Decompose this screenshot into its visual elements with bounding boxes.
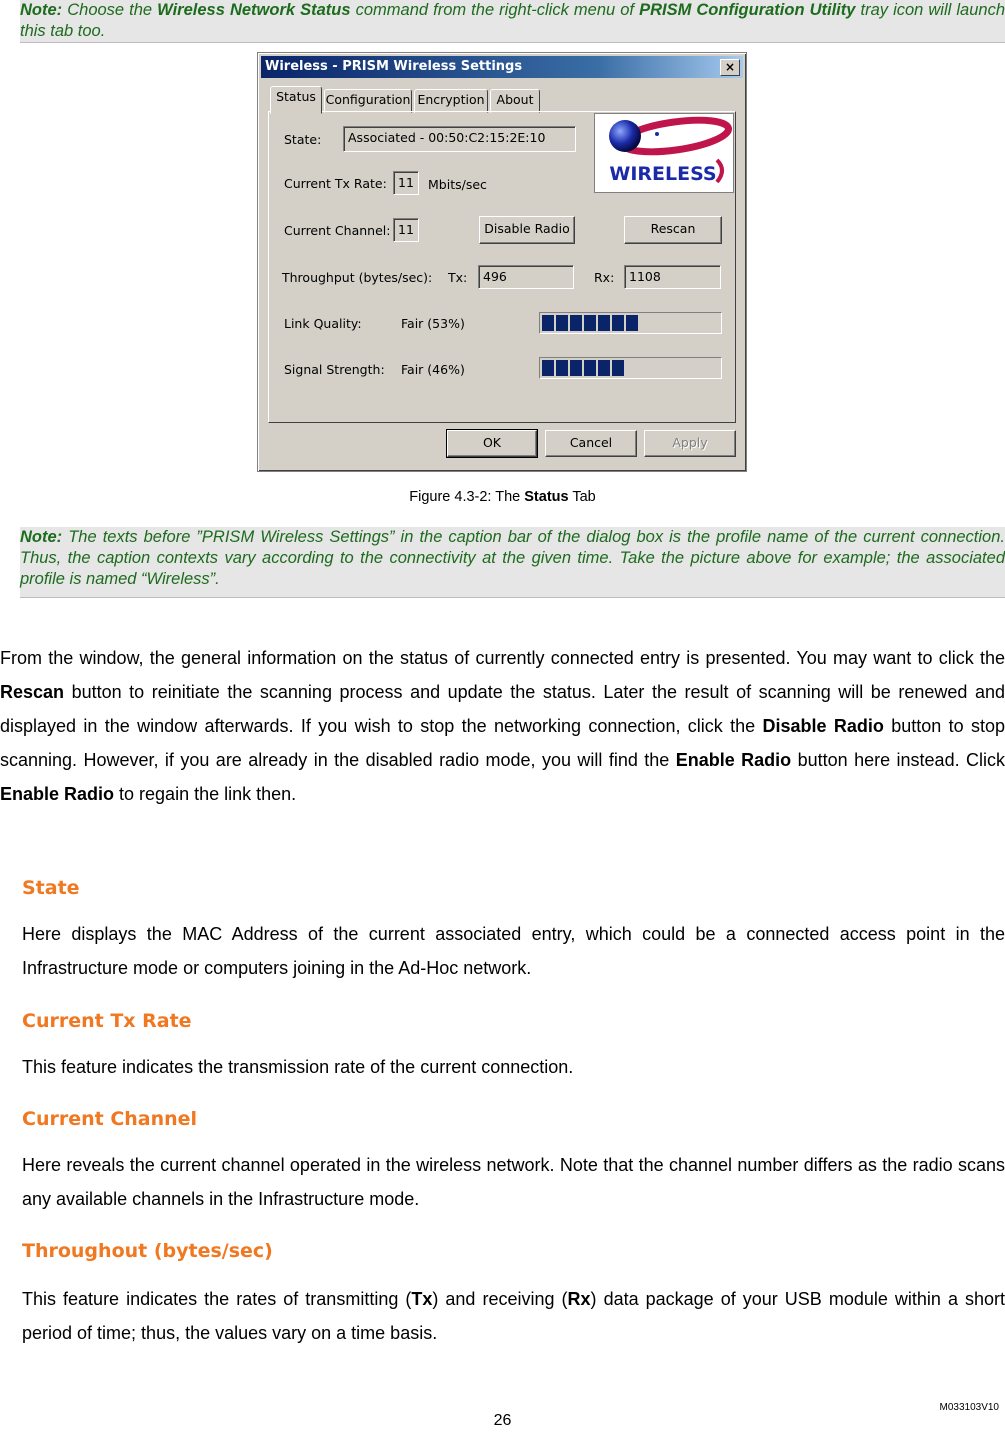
- prism-settings-dialog: [257, 52, 747, 472]
- section-heading-state: State: [22, 877, 80, 899]
- rx-label: Rx:: [594, 270, 615, 285]
- link-quality-fill: [542, 315, 638, 331]
- para-bold-enable-radio: Enable Radio: [675, 750, 792, 770]
- ok-button[interactable]: OK: [447, 430, 537, 457]
- section-heading-channel: Current Channel: [22, 1108, 198, 1130]
- channel-label: Current Channel:: [284, 223, 391, 238]
- dialog-titlebar: [261, 56, 743, 78]
- para-bold-rx: Rx: [567, 1289, 591, 1309]
- intro-paragraph: [0, 641, 1005, 811]
- caption-prefix: Figure 4.3-2: The: [409, 489, 525, 505]
- para-text: button to stop scanning. However, if you are already in the disabled radio mode, you will find the: [0, 716, 1005, 770]
- state-label: State:: [284, 132, 322, 147]
- caption-suffix: Tab: [568, 489, 596, 505]
- section-text-state: Here displays the MAC Address of the current associated entry, which could be a connected access point in the Infrastructure mode or computers joining in the Ad-Hoc network.: [22, 924, 1005, 978]
- note-app-name: PRISM Configuration Utility: [639, 1, 856, 19]
- txrate-field: 11: [393, 171, 419, 195]
- section-text-txrate: This feature indicates the transmission rate of the current connection.: [22, 1057, 574, 1077]
- para-text: to regain the link then.: [114, 784, 297, 804]
- tx-field: 496: [478, 265, 574, 289]
- rescan-button[interactable]: Rescan: [624, 216, 722, 244]
- tab-about[interactable]: About: [490, 89, 540, 113]
- dialog-title: Wireless - PRISM Wireless Settings: [265, 59, 523, 74]
- cancel-button[interactable]: Cancel: [545, 430, 637, 457]
- throughput-label: Throughput (bytes/sec):: [282, 270, 433, 285]
- para-text: This feature indicates the rates of transmitting (: [22, 1289, 412, 1309]
- para-text: ) data package of your USB module within a short period of time; thus, the values vary on a time basis.: [22, 1289, 1005, 1343]
- para-text: button here instead. Click: [791, 750, 1005, 770]
- channel-field: 11: [393, 218, 419, 242]
- state-field: Associated - 00:50:C2:15:2E:10: [343, 126, 576, 152]
- txrate-label: Current Tx Rate:: [284, 176, 387, 191]
- link-quality-label: Link Quality:: [284, 316, 362, 331]
- note-box-2: [20, 527, 1005, 598]
- link-quality-value: Fair (53%): [401, 316, 465, 331]
- note-text: tray icon will launch this tab too.: [20, 1, 1005, 40]
- tab-configuration[interactable]: Configuration: [324, 89, 412, 113]
- signal-strength-fill: [542, 360, 624, 376]
- close-button[interactable]: ×: [720, 59, 740, 76]
- rx-field: 1108: [624, 265, 721, 289]
- para-text: ) and receiving (: [432, 1289, 568, 1309]
- logo-text: WIRELESS: [609, 163, 717, 185]
- caption-bold: Status: [524, 489, 569, 505]
- section-text-channel: Here reveals the current channel operated in the wireless network. Note that the channel number differs as the radio scans any available channels in the Infrastructure mode.: [22, 1155, 1005, 1209]
- tx-label: Tx:: [448, 270, 468, 285]
- para-bold-rescan: Rescan: [0, 682, 65, 702]
- note-box-1: [20, 0, 1005, 43]
- disable-radio-button[interactable]: Disable Radio: [479, 216, 575, 244]
- txrate-unit: Mbits/sec: [428, 177, 487, 192]
- wireless-logo: [594, 113, 734, 193]
- note-text: command from the right-click menu of: [350, 1, 640, 19]
- para-bold-disable-radio: Disable Radio: [762, 716, 884, 736]
- section-heading-txrate: Current Tx Rate: [22, 1010, 192, 1032]
- page-number: 26: [493, 1412, 512, 1429]
- apply-button[interactable]: Apply: [644, 430, 736, 457]
- section-text-throughput: [22, 1282, 1005, 1350]
- note-text: Choose the: [62, 1, 158, 19]
- signal-strength-value: Fair (46%): [401, 362, 465, 377]
- para-bold-tx: Tx: [411, 1289, 433, 1309]
- para-text: button to reinitiate the scanning process and update the status. Later the result of scanning will be renewed and displayed in the window afterwards. If you wish to stop the networking connection, click the: [0, 682, 1005, 736]
- para-text: From the window, the general information on the status of currently connected entry is presented. You may want to click the: [0, 648, 1005, 668]
- link-quality-bar: [539, 312, 722, 334]
- document-id: M033103V10: [939, 1402, 999, 1413]
- note-command: Wireless Network Status: [157, 1, 351, 19]
- logo-graphic: [595, 114, 733, 192]
- para-bold-enable-radio: Enable Radio: [0, 784, 115, 804]
- note-prefix: Note:: [20, 528, 63, 546]
- tab-status[interactable]: Status: [270, 86, 322, 114]
- note-text: The texts before ”PRISM Wireless Settings” in the caption bar of the dialog box is the profile name of the current connection. Thus, the caption contexts vary according to the connectivity at the given time. Take the picture above for example; the associated profile is named “Wireless”.: [20, 528, 1005, 588]
- section-heading-throughput: Throughout (bytes/sec): [22, 1240, 273, 1262]
- figure-caption: [0, 489, 1005, 505]
- tab-encryption[interactable]: Encryption: [414, 89, 488, 113]
- signal-strength-bar: [539, 357, 722, 379]
- signal-strength-label: Signal Strength:: [284, 362, 385, 377]
- note-prefix: Note:: [20, 1, 63, 19]
